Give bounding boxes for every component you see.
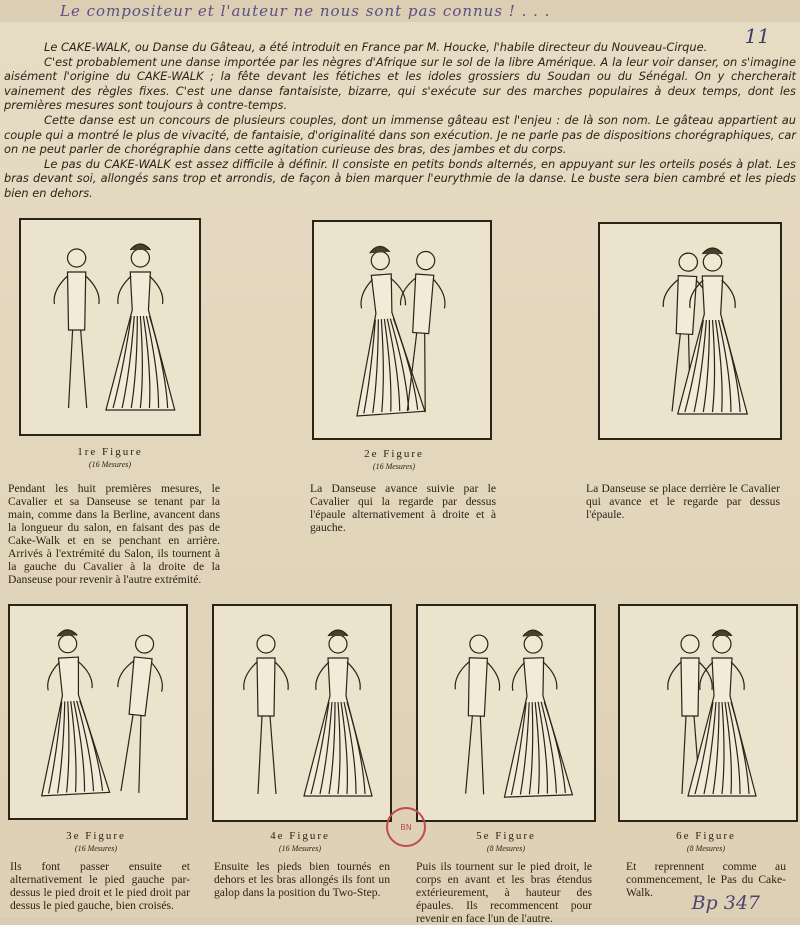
arm [275, 662, 288, 690]
hair [130, 244, 150, 250]
arm [431, 279, 446, 308]
figure-caption [656, 830, 756, 853]
library-stamp: BN [386, 807, 426, 847]
figure-illustration [618, 604, 798, 822]
figure-label: Figure [495, 830, 536, 842]
figure-label: Figure [695, 830, 736, 842]
hair [712, 630, 732, 636]
coat [68, 272, 86, 330]
head [681, 635, 699, 653]
figure-label: Figure [102, 446, 143, 458]
arm [316, 662, 329, 690]
arm [149, 276, 162, 304]
hair [369, 246, 389, 253]
figure-measures: (16 Mesures) [278, 844, 322, 853]
figure-number: 2e [364, 448, 379, 460]
arm [486, 662, 500, 690]
figure-description: Et reprennent comme au commencement, le Pas du Cake-Walk. [626, 860, 786, 899]
leg [478, 716, 487, 794]
dress [347, 272, 424, 416]
dancer-gentleman [244, 635, 288, 794]
figure-description: Puis ils tournent sur le pied droit, le corps en avant et les bras étendus extérieurement, à hauteur des épaules. Ils recommencent pour revenir en face l'un de l'autre. [416, 860, 592, 925]
head [416, 251, 435, 270]
figure-description: La Danseuse se place derrière le Cavalier qui avance et le regarde par dessus l'épaule. [586, 482, 780, 521]
coat [675, 276, 696, 335]
folio-number: 11 [744, 24, 770, 48]
head [135, 634, 155, 654]
figure-caption [344, 448, 444, 471]
leg [121, 714, 133, 791]
arm [543, 661, 557, 689]
arm [244, 662, 257, 690]
arm [54, 276, 67, 304]
arm [347, 662, 360, 690]
figure-caption [60, 446, 160, 469]
arm [663, 279, 678, 308]
hair [702, 248, 722, 254]
coat [681, 658, 699, 716]
figure-label: Figure [383, 448, 424, 460]
arm [455, 661, 469, 689]
dress [304, 658, 372, 796]
dancer-lady [106, 244, 175, 410]
figure-label: Figure [289, 830, 330, 842]
head [703, 253, 721, 271]
figure-measures: (16 Mesures) [74, 844, 118, 853]
arm [668, 662, 681, 690]
dress [34, 656, 109, 796]
figure-measures: (8 Mesures) [686, 844, 726, 853]
arm [512, 662, 526, 690]
figure-caption [250, 830, 350, 853]
dancer-gentleman [107, 633, 168, 794]
handwritten-note: Le compositeur et l'auteur ne nous sont pas connus ! . . . [60, 2, 551, 20]
dancer-gentleman [54, 249, 99, 408]
intro-paragraph: Le pas du CAKE-WALK est assez difficile à définir. Il consiste en petits bonds alternés, en appuyant sur les orteils posés à plat. Les bras devant soi, allongés sans trop et arrondis, de façon à bien marquer l'eurythmie de la danse. Le buste sera bien cambré et les pieds bien en dehors. [4, 156, 796, 200]
figure-illustration [8, 604, 188, 820]
hair [523, 630, 543, 637]
intro-text [4, 40, 796, 201]
leg [133, 715, 147, 792]
dancer-sketch [418, 606, 594, 820]
figure-illustration [19, 218, 201, 436]
coat [128, 657, 152, 716]
head [58, 634, 77, 653]
coat [467, 658, 487, 717]
intro-paragraph: C'est probablement une danse importée par les nègres d'Afrique sur le sol de la libre Amérique. A la leur voir danser, on s'imagine aisément l'origine du CAKE-WALK ; la fête devant les fétiches et les idoles grossiers du Soudan ou du Sénégal. On y chercherait vainement des règles fixes. C'est une danse fantaisiste, bizarre, qui s'exécute sur des marches populaires à deux temps, dont les premières mesures sont toujours à contre-temps. [4, 54, 796, 113]
dress [106, 272, 175, 410]
dancer-sketch [10, 606, 186, 818]
dancer-sketch [314, 222, 490, 438]
figure-number: 6e [676, 830, 691, 842]
figure-measures: (16 Mesures) [372, 462, 416, 471]
hair [328, 630, 348, 636]
dancer-sketch [21, 220, 199, 434]
dancer-sketch [214, 606, 390, 820]
head [679, 253, 698, 272]
figure-description: Pendant les huit premières mesures, le Cavalier et sa Danseuse se tenant par la main, comme dans la Berline, avancent dans la longueur du salon, en faisant des pas de Cake-Walk et en se penchant en arrière. Arrivés à l'extrémité du Salon, ils tournent à la gauche du Cavalier à la droite de la Danseuse pour revenir à l'autre extrémité. [8, 482, 220, 586]
dancer-lady [499, 629, 573, 797]
intro-paragraph: Cette danse est un concours de plusieurs couples, dont un immense gâteau est l'enjeu : de là son nom. Le gâteau appartient au couple qui a montré le plus de vivacité, de fantaisie, d'originalité dans son exécution. Je ne parle pas de dispositions chorégraphiques, car on ne peut parler de chorégraphie dans cette agitation curieuse des bras, des jambes et du corps. [4, 112, 796, 157]
figure-illustration [212, 604, 392, 822]
arm [731, 662, 744, 690]
figure-description: Ils font passer ensuite et alternativement le pied gauche par-dessus le pied droit et le pied droit par dessus le pied gauche, bien croisés. [10, 860, 190, 912]
figure-number: 4e [270, 830, 285, 842]
dancer-lady [33, 628, 110, 796]
coat [257, 658, 275, 716]
figure-number: 5e [476, 830, 491, 842]
dancer-sketch [600, 224, 780, 438]
shelfmark: Bp 347 [691, 892, 760, 914]
head [713, 635, 731, 653]
figure-measures: (16 Mesures) [88, 460, 132, 469]
arm [86, 276, 99, 304]
figure-caption [456, 830, 556, 853]
figure-number: 3e [66, 830, 81, 842]
head [131, 249, 149, 267]
coat [412, 274, 434, 334]
leg [81, 330, 87, 408]
figure-measures: (8 Mesures) [486, 844, 526, 853]
arm [699, 662, 712, 690]
figure-description: La Danseuse avance suivie par le Cavalier qui la regarde par dessus l'épaule alternativement à droite et à gauche. [310, 482, 496, 534]
figure-illustration [598, 222, 782, 440]
figure-illustration [312, 220, 492, 440]
head [371, 251, 390, 270]
figure-number: 1re [77, 446, 98, 458]
head [524, 635, 543, 654]
figure-description: Ensuite les pieds bien tournés en dehors et les bras allongés ils font un galop dans la position du Two-Step. [214, 860, 390, 899]
figure-caption [46, 830, 146, 853]
head [68, 249, 86, 267]
leg [258, 716, 262, 794]
leg [69, 330, 73, 408]
leg [672, 334, 680, 412]
head [329, 635, 347, 653]
arm [118, 276, 131, 304]
hair [57, 629, 77, 636]
dancer-lady [304, 630, 372, 796]
head [470, 635, 489, 654]
dancer-gentleman [451, 634, 501, 794]
leg [270, 716, 276, 794]
intro-paragraph: Le CAKE-WALK, ou Danse du Gâteau, a été introduit en France par M. Houcke, l'habile directeur du Nouveau-Cirque. [44, 40, 708, 54]
dancer-sketch [620, 606, 796, 820]
arm [700, 662, 713, 690]
dress [500, 657, 573, 797]
arm [722, 280, 736, 308]
head [257, 635, 275, 653]
arm [78, 660, 93, 688]
figure-illustration [416, 604, 596, 822]
leg [466, 716, 473, 794]
figure-label: Figure [85, 830, 126, 842]
leg [682, 716, 686, 794]
